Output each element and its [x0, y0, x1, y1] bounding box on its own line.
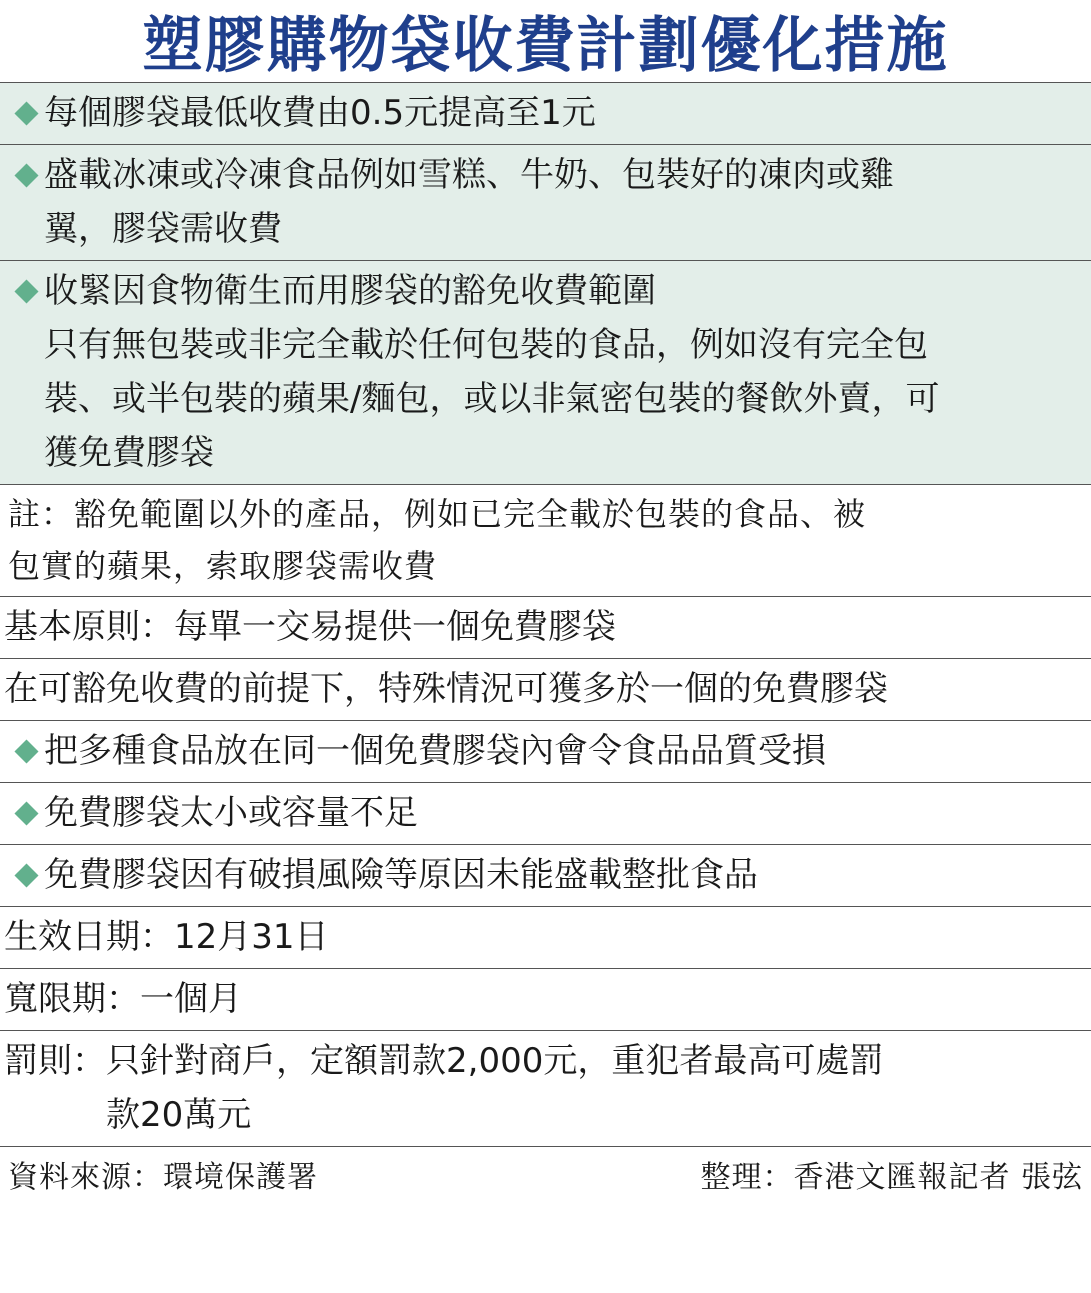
source-credit: 資料來源：環境保護署: [8, 1160, 318, 1195]
effective-date: 生效日期：12月31日: [0, 907, 1091, 969]
special-case-item: [0, 783, 1091, 845]
note: [0, 485, 1091, 597]
basic-principle: 基本原則：每單一交易提供一個免費膠袋: [0, 597, 1091, 659]
measure-text: 裝、或半包裝的蘋果/麵包，或以非氣密包裝的餐飲外賣，可: [44, 379, 940, 419]
measure-text: 收緊因食物衛生而用膠袋的豁免收費範圍: [44, 271, 656, 311]
measure-item: [0, 145, 1091, 261]
special-case-item: [0, 845, 1091, 907]
measure-text: 獲免費膠袋: [44, 433, 214, 473]
measure-text: 只有無包裝或非完全載於任何包裝的食品，例如沒有完全包: [44, 325, 928, 365]
note-line: 包實的蘋果，索取膠袋需收費: [8, 547, 438, 585]
measure-item: [0, 83, 1091, 145]
penalty-text: [106, 1034, 883, 1142]
diamond-bullet-icon: [8, 148, 44, 202]
compiler-credit: 整理：香港文匯報記者 張弦: [700, 1160, 1083, 1195]
special-case-item: [0, 721, 1091, 783]
penalty-line: 只針對商戶，定額罰款2,000元，重犯者最高可處罰: [106, 1041, 884, 1081]
special-case-text: 免費膠袋太小或容量不足: [44, 793, 418, 833]
penalty: [0, 1031, 1091, 1147]
diamond-bullet-icon: [8, 86, 44, 140]
diamond-bullet-icon: [8, 786, 44, 840]
measure-item: [0, 261, 1091, 485]
page-title: 塑膠購物袋收費計劃優化措施: [0, 0, 1091, 83]
diamond-bullet-icon: [8, 848, 44, 902]
special-cases-intro: 在可豁免收費的前提下，特殊情況可獲多於一個的免費膠袋: [0, 659, 1091, 721]
measure-text: 翼，膠袋需收費: [44, 209, 282, 249]
penalty-label: 罰則：: [4, 1041, 106, 1081]
note-line: 註：豁免範圍以外的產品，例如已完全載於包裝的食品、被: [8, 495, 867, 533]
penalty-line: 款20萬元: [106, 1095, 252, 1135]
measure-text: 盛載冰凍或冷凍食品例如雪糕、牛奶、包裝好的凍肉或雞: [44, 155, 894, 195]
measure-text: 每個膠袋最低收費由0.5元提高至1元: [44, 93, 596, 133]
special-case-text: 把多種食品放在同一個免費膠袋內會令食品品質受損: [44, 731, 826, 771]
diamond-bullet-icon: [8, 724, 44, 778]
grace-period: 寬限期：一個月: [0, 969, 1091, 1031]
footer: [0, 1147, 1091, 1209]
diamond-bullet-icon: [8, 264, 44, 318]
special-case-text: 免費膠袋因有破損風險等原因未能盛載整批食品: [44, 855, 758, 895]
